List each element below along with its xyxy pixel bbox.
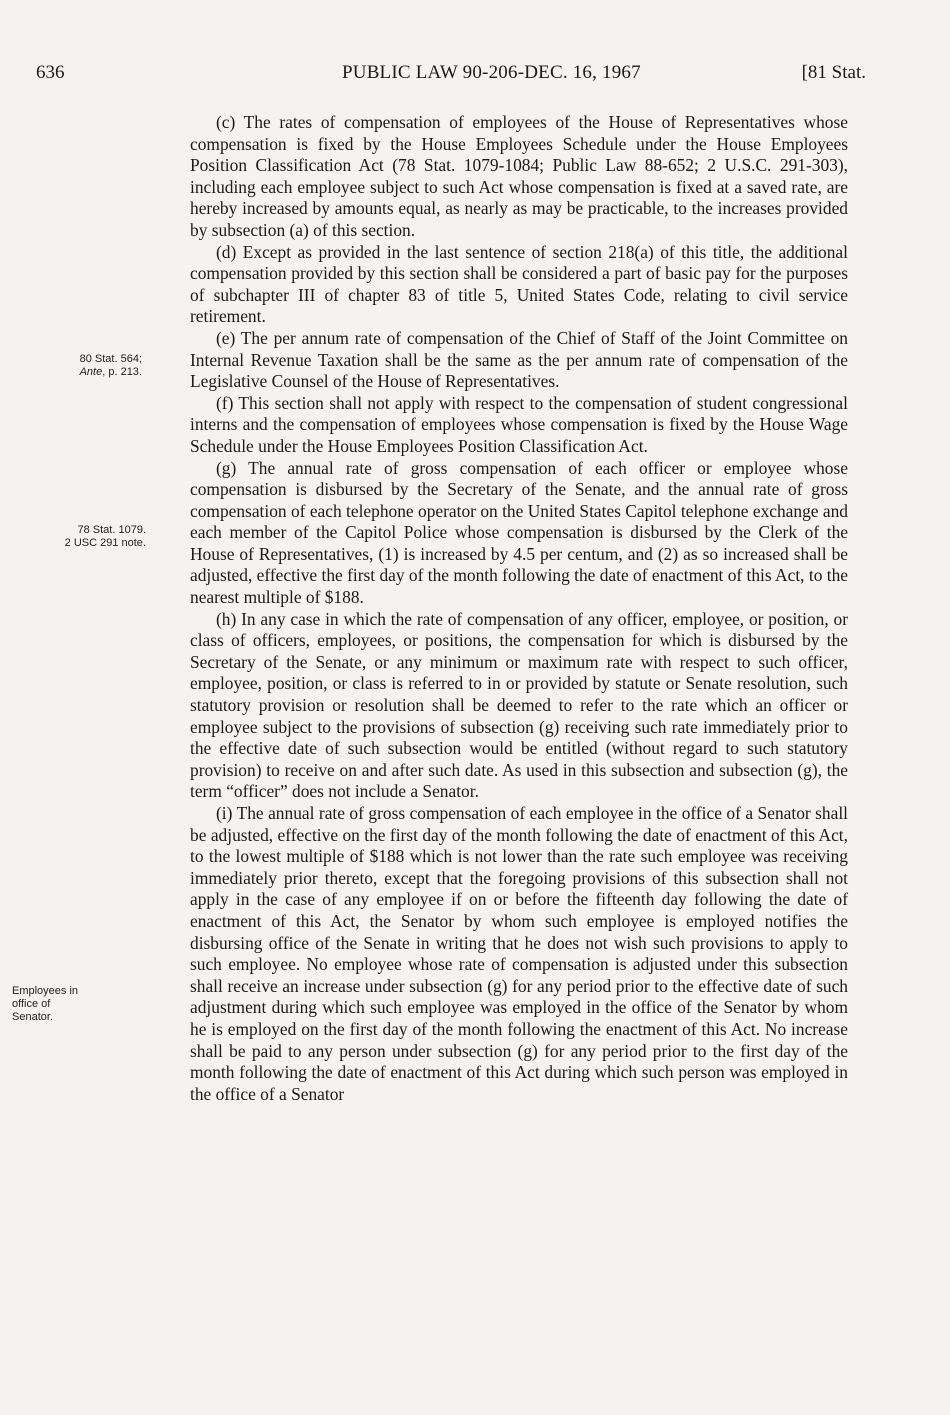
margin-note-page: , p. 213. (102, 366, 142, 378)
subsection-g: (g) The annual rate of gross compensation of each officer or employee whose compensation is disbursed by the Secretary of the Senate, and the annual rate of gross compensation of each telephone operator on the United States Capitol telephone exchange and each member of the Capitol Police whose compensation is disbursed by the Clerk of the House of Representatives, (1) is increased by 4.5 per centum, and (2) as so increased shall be adjusted, effective the first day of the month following the date of enactment of this Act, to the nearest multiple of $188. (190, 457, 848, 608)
subsection-c: (c) The rates of compensation of employees of the House of Representatives whose compensation is fixed by the House Employees Schedule under the House Employees Position Classification Act (78 Stat. 1079-1084; Public Law 88-652; 2 U.S.C. 291-303), including each employee subject to such Act whose compensation is fixed at a saved rate, are hereby increased by amounts equal, as nearly as may be practicable, to the increases provided by subsection (a) of this section. (190, 112, 848, 240)
margin-note-line: office of (12, 998, 51, 1010)
subsection-f: (f) This section shall not apply with respect to the compensation of student congressional interns and the compensation of employees whose compensation is fixed by the House Wage Schedule under the House Employees Position Classification Act. (190, 392, 848, 456)
volume-reference: [81 Stat. (801, 62, 866, 83)
page-header (36, 62, 866, 84)
margin-note-80-stat (62, 353, 142, 379)
subsection-e: (e) The per annum rate of compensation of the Chief of Staff of the Joint Committee on Internal Revenue Taxation shall be the same as the per annum rate of compensation of the Legislative Counsel of the House of Representatives. (190, 327, 848, 392)
page-number: 636 (36, 62, 65, 83)
statute-body (190, 112, 848, 1105)
margin-note-78-stat (56, 524, 146, 550)
margin-note-line: 2 USC 291 note. (64, 537, 146, 549)
margin-note-line: 80 Stat. 564; (79, 353, 142, 365)
margin-note-line (62, 366, 142, 379)
margin-note-line: Employees in (12, 985, 79, 997)
margin-note-line: 78 Stat. 1079. (77, 524, 146, 536)
margin-note-ante: Ante (79, 366, 103, 378)
margin-note-line: Senator. (12, 1011, 53, 1023)
subsection-h: (h) In any case in which the rate of compensation of any officer, employee, or position, or class of officers, employees, or positions, the compensation for which is disbursed by the Secretary of the Senate, or any minimum or maximum rate with respect to such officer, employee, position, or class is referred to in or provided by statute or Senate resolution, such statutory provision or resolution shall be deemed to refer to the rate which an officer or employee subject to the provisions of subsection (g) receiving such rate immediately prior to the effective date of such subsection would be entitled (without regard to such statutory provision) to receive on and after such date. As used in this subsection and subsection (g), the term “officer” does not include a Senator. (190, 608, 848, 802)
margin-note-employees (12, 985, 142, 1024)
subsection-d: (d) Except as provided in the last sentence of section 218(a) of this title, the additional compensation provided by this section shall be considered a part of basic pay for the purposes of subchapter III of chapter 83 of title 5, United States Code, relating to civil service retirement. (190, 241, 848, 327)
subsection-i: (i) The annual rate of gross compensation of each employee in the office of a Senator shall be adjusted, effective on the first day of the month following the date of enactment of this Act, to the lowest multiple of $188 which is not lower than the rate such employee was receiving immediately prior thereto, except that the foregoing provisions of this subsection shall not apply in the case of any employee if on or before the fifteenth day following the date of enactment of this Act, the Senator by whom such employee is employed notifies the disbursing office of the Senate in writing that he does not wish such provisions to apply to such employee. No employee whose rate of compensation is adjusted under this subsection shall receive an increase under subsection (g) for any period prior to the effective date of such adjustment during which such employee was employed in the office of the Senator by whom he is employed on the first day of the month following the enactment of this Act. No increase shall be paid to any person under subsection (g) for any period prior to the first day of the month following the date of enactment of this Act during which such person was employed in the office of a Senator (190, 803, 848, 1104)
running-title: PUBLIC LAW 90-206-DEC. 16, 1967 (342, 62, 641, 83)
